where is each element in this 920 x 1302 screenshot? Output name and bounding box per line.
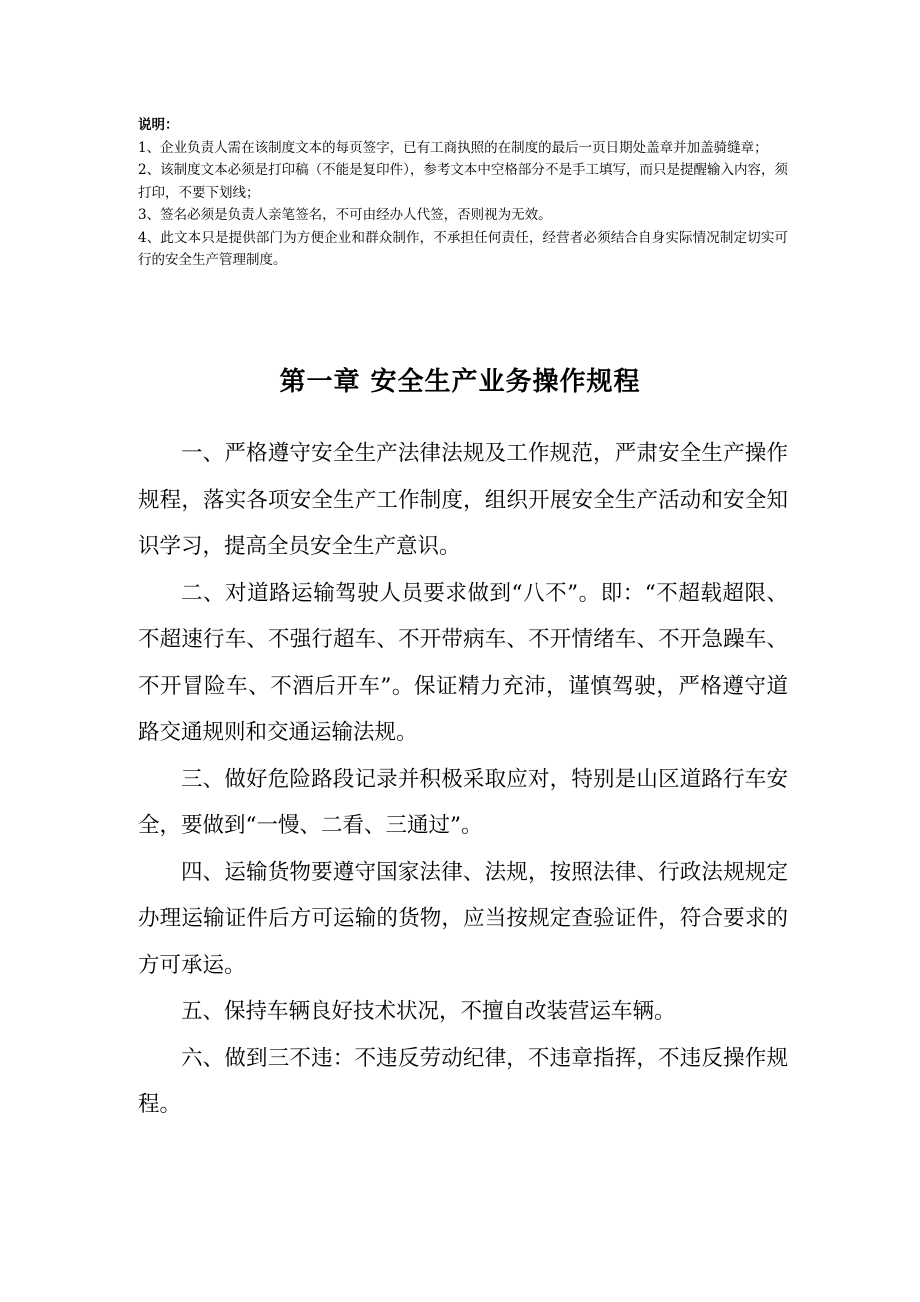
note-item-2: 2、该制度文本必须是打印稿（不能是复印件），参考文本中空格部分不是手工填写，而只是提醒输入内容，须打印，不要下划线； bbox=[138, 162, 788, 201]
paragraph-2: 二、对道路运输驾驶人员要求做到“八不”。即：“不超载超限、不超速行车、不强行超车、不开带病车、不开情绪车、不开急躁车、不开冒险车、不酒后开车”。保证精力充沛，谨慎驾驶，严格遵守道路交通规则和交通运输法规。 bbox=[138, 580, 788, 745]
chapter-title: 第一章 安全生产业务操作规程 bbox=[279, 367, 641, 397]
note-item-1: 1、企业负责人需在该制度文本的每页签字，已有工商执照的在制度的最后一页日期处盖章并加盖骑缝章； bbox=[138, 139, 768, 156]
paragraph-3: 三、做好危险路段记录并积极采取应对，特别是山区道路行车安全，要做到“一慢、二看、三通过”。 bbox=[138, 766, 788, 838]
paragraph-1: 一、严格遵守安全生产法律法规及工作规范，严肃安全生产操作规程，落实各项安全生产工作制度，组织开展安全生产活动和安全知识学习，提高全员安全生产意识。 bbox=[138, 441, 788, 559]
paragraph-6: 六、做到三不违：不违反劳动纪律，不违章指挥，不违反操作规程。 bbox=[138, 1045, 788, 1117]
chapter-body bbox=[138, 431, 788, 1129]
notes-section bbox=[138, 114, 788, 272]
paragraph-4: 四、运输货物要遵守国家法律、法规，按照法律、行政法规规定办理运输证件后方可运输的货物，应当按规定查验证件，符合要求的方可承运。 bbox=[138, 859, 788, 978]
note-item-3: 3、签名必须是负责人亲笔签名，不可由经办人代签，否则视为无效。 bbox=[138, 207, 552, 223]
notes-heading: 说明： bbox=[138, 117, 179, 133]
paragraph-5: 五、保持车辆良好技术状况，不擅自改装营运车辆。 bbox=[181, 999, 676, 1024]
note-item-4: 4、此文本只是提供部门为方便企业和群众制作，不承担任何责任，经营者必须结合自身实际情况制定切实可行的安全生产管理制度。 bbox=[138, 229, 788, 268]
